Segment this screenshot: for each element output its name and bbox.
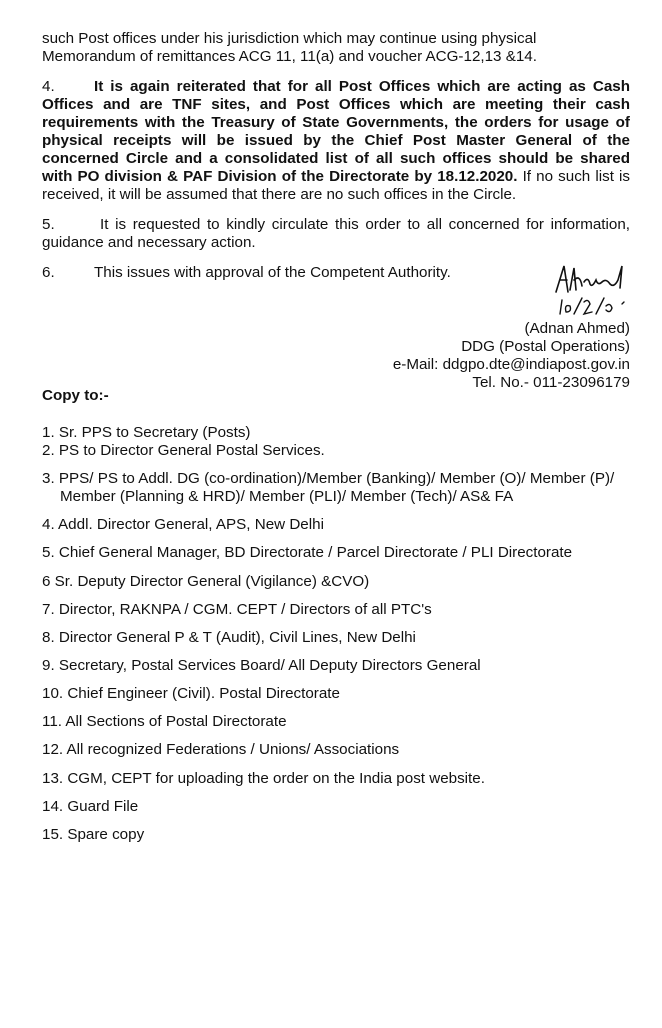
continuation-line-1: such Post offices under his jurisdiction which may continue using physical [42,30,537,47]
paragraph-4-text: If no such list is received, it will be assumed that there are no such offices in the Circle. [42,168,630,203]
list-item: 10. Chief Engineer (Civil). Postal Directorate [42,685,340,702]
signatory-name: (Adnan Ahmed) [524,320,630,337]
signature-block [330,266,630,392]
continuation-paragraph [42,30,630,66]
signature-space [330,266,630,320]
list-item-continuation [42,488,632,506]
paragraph-6-text: This issues with approval of the Competent Authority. [94,264,451,281]
list-item: 14. Guard File [42,798,139,815]
list-item: 2. PS to Director General Postal Services. [42,442,325,459]
document-body [42,30,630,294]
signatory-designation: DDG (Postal Operations) [461,338,630,355]
paragraph-5 [42,216,630,252]
list-item: 6 Sr. Deputy Director General (Vigilance) &CVO) [42,573,370,590]
signatory-email: e-Mail: ddgpo.dte@indiapost.gov.in [392,356,630,373]
list-item: 11. All Sections of Postal Directorate [42,713,287,730]
list-item: 15. Spare copy [42,826,145,843]
list-item: 12. All recognized Federations / Unions/ Associations [42,741,400,758]
signatory-telephone: Tel. No.- 011-23096179 [472,374,630,391]
paragraph-4-number: 4. [42,78,55,95]
list-item: 4. Addl. Director General, APS, New Delhi [42,516,324,533]
list-item: 8. Director General P & T (Audit), Civil Lines, New Delhi [42,629,416,646]
list-item: 7. Director, RAKNPA / CGM. CEPT / Directors of all PTC's [42,601,432,618]
paragraph-6-number: 6. [42,264,55,281]
list-item: 1. Sr. PPS to Secretary (Posts) [42,424,251,441]
paragraph-5-number: 5. [42,216,55,233]
continuation-line-2: Memorandum of remittances ACG 11, 11(a) and voucher ACG-12,13 &14. [42,48,537,65]
list-item: 3. PPS/ PS to Addl. DG (co-ordination)/Member (Banking)/ Member (O)/ Member (P)/ [42,470,615,487]
list-item-continuation-text: Member (Planning & HRD)/ Member (PLI)/ Member (Tech)/ AS& FA [60,488,514,505]
paragraph-5-text: It is requested to kindly circulate this order to all concerned for information, guidance and necessary action. [42,216,630,251]
list-item: 9. Secretary, Postal Services Board/ All Deputy Directors General [42,657,481,674]
paragraph-4-bold-text: It is again reiterated that for all Post Offices which are acting as Cash Offices and are TNF sites, and Post Offices which are meeting their cash requirements with the Treasury of State Governments, the orders for usage of physical receipts will be issued by the Chief Post Master General of the concerned Circle and a consolidated list of all such offices should be shared with PO division & PAF Division of the Directorate by 18.12.2020. [42,78,630,185]
list-item: 13. CGM, CEPT for uploading the order on the India post website. [42,770,485,787]
list-item: 5. Chief General Manager, BD Directorate / Parcel Directorate / PLI Directorate [42,544,573,561]
copy-to-heading: Copy to:- [42,387,109,404]
paragraph-4 [42,78,630,204]
